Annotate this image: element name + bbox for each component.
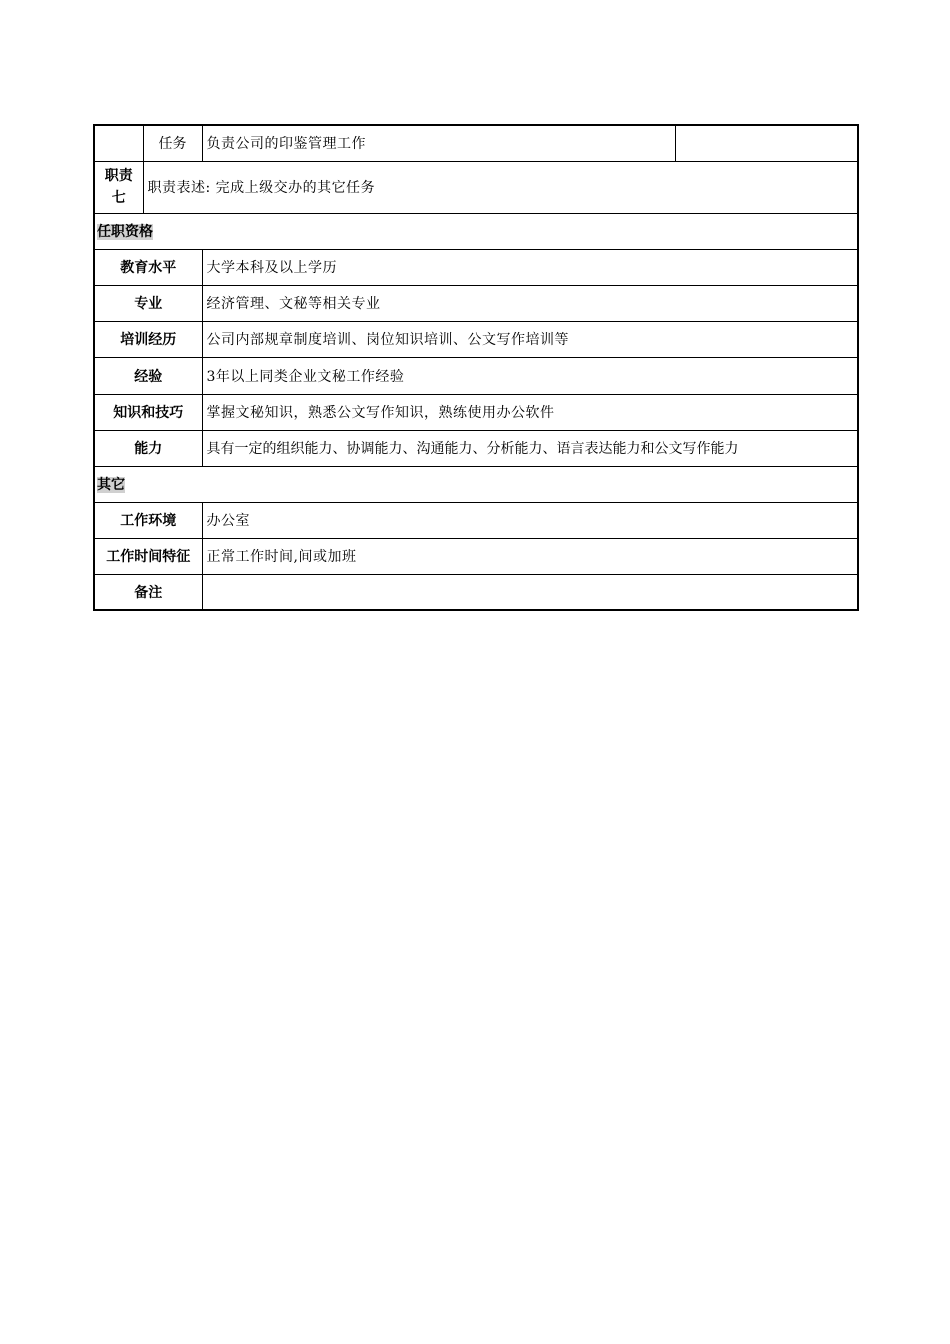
other-value: 正常工作时间,间或加班 <box>202 538 858 574</box>
other-heading-row <box>94 466 858 502</box>
qualifications-heading-row <box>94 213 858 249</box>
other-heading-text: 其它 <box>97 477 125 493</box>
qualification-label: 专业 <box>94 285 202 321</box>
qualification-label: 知识和技巧 <box>94 394 202 430</box>
qualifications-heading <box>94 213 858 249</box>
qualification-label: 能力 <box>94 430 202 466</box>
duty7-label <box>94 161 143 213</box>
qualification-row <box>94 394 858 430</box>
other-label: 工作时间特征 <box>94 538 202 574</box>
qualification-label: 教育水平 <box>94 249 202 285</box>
task-row <box>94 125 858 161</box>
task-content: 负责公司的印鉴管理工作 <box>202 125 675 161</box>
qualification-value: 3年以上同类企业文秘工作经验 <box>202 357 858 394</box>
qualification-value: 大学本科及以上学历 <box>202 249 858 285</box>
other-value: 办公室 <box>202 502 858 538</box>
task-label: 任务 <box>143 125 202 161</box>
qualification-value: 经济管理、文秘等相关专业 <box>202 285 858 321</box>
qualifications-heading-text: 任职资格 <box>97 224 153 240</box>
qualification-value: 掌握文秘知识，熟悉公文写作知识，熟练使用办公软件 <box>202 394 858 430</box>
qualification-value: 具有一定的组织能力、协调能力、沟通能力、分析能力、语言表达能力和公文写作能力 <box>202 430 858 466</box>
duty7-row <box>94 161 858 213</box>
duty7-label-line2: 七 <box>111 190 126 206</box>
other-value <box>202 574 858 610</box>
other-row <box>94 538 858 574</box>
qualification-row <box>94 357 858 394</box>
qualification-row <box>94 285 858 321</box>
qualification-row <box>94 430 858 466</box>
task-blank-cell <box>94 125 143 161</box>
other-row <box>94 574 858 610</box>
other-label: 工作环境 <box>94 502 202 538</box>
other-label: 备注 <box>94 574 202 610</box>
qualification-label: 经验 <box>94 357 202 394</box>
duty7-description: 职责表述: 完成上级交办的其它任务 <box>143 161 858 213</box>
qualification-label: 培训经历 <box>94 321 202 357</box>
qualification-row <box>94 321 858 357</box>
task-extra-cell <box>675 125 858 161</box>
qualification-row <box>94 249 858 285</box>
duty7-label-line1: 职责 <box>104 168 133 184</box>
other-row <box>94 502 858 538</box>
job-description-table <box>93 124 859 611</box>
qualification-value: 公司内部规章制度培训、岗位知识培训、公文写作培训等 <box>202 321 858 357</box>
other-heading <box>94 466 858 502</box>
